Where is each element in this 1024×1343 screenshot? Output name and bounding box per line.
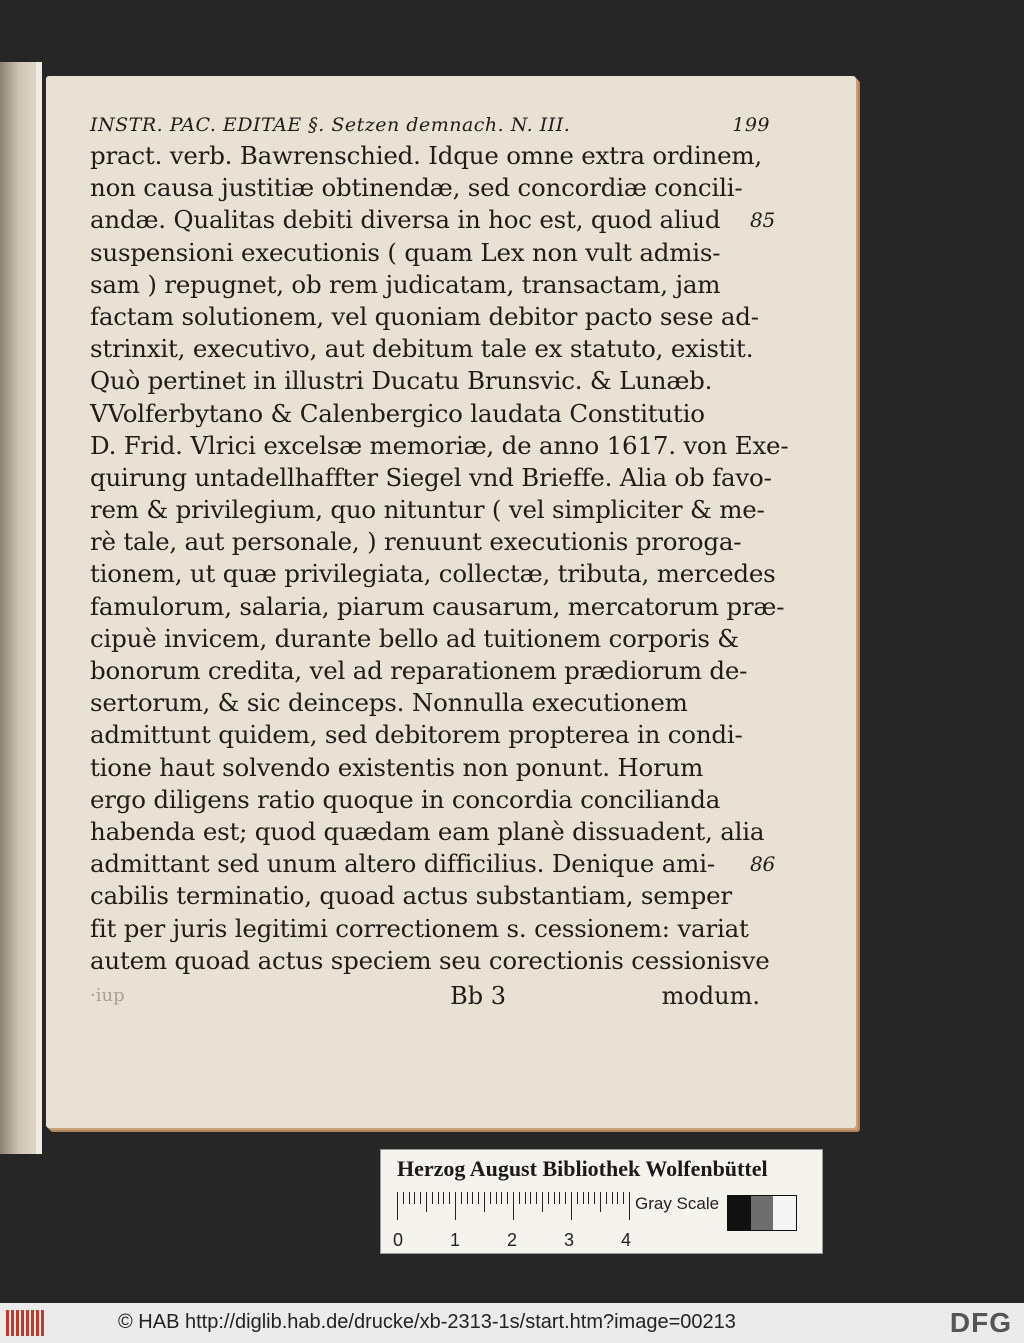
signature-mark: Bb 3 xyxy=(450,981,507,1010)
ruler-tick xyxy=(414,1192,415,1204)
text-line xyxy=(90,365,770,397)
running-header xyxy=(90,114,770,136)
bleed-through-text: ·iup xyxy=(90,984,125,1006)
text-line-content: sertorum, & sic deinceps. Nonnulla executionem xyxy=(90,688,688,718)
text-line xyxy=(90,204,776,236)
ruler-tick xyxy=(629,1192,630,1220)
ruler-tick xyxy=(420,1192,421,1204)
gray-swatch xyxy=(728,1196,751,1230)
ruler-tick xyxy=(548,1192,549,1204)
ruler-tick xyxy=(449,1192,450,1204)
text-line xyxy=(90,398,770,430)
ruler-tick xyxy=(559,1192,560,1204)
ruler-tick xyxy=(571,1192,572,1220)
text-line-content: cipuè invicem, durante bello ad tuitionem corporis & xyxy=(90,623,739,653)
ruler-tick xyxy=(577,1192,578,1204)
text-line-content: rè tale, aut personale, ) renuunt executionis proroga- xyxy=(90,527,742,557)
ruler-tick xyxy=(490,1192,491,1204)
text-line-content: autem quoad actus speciem seu corectionis cessionisve xyxy=(90,945,770,975)
text-line xyxy=(90,237,770,269)
text-line-content: non causa justitiæ obtinendæ, sed concordiæ concili- xyxy=(90,173,743,203)
marginal-number: 85 xyxy=(750,208,776,233)
text-line xyxy=(90,333,770,365)
text-line xyxy=(90,945,770,977)
text-line-content: ergo diligens ratio quoque in concordia concilianda xyxy=(90,784,721,814)
text-line-content: VVolferbytano & Calenbergico laudata Constitutio xyxy=(90,398,705,428)
adjacent-page-edge xyxy=(0,62,42,1154)
measurement-ruler xyxy=(397,1192,633,1220)
text-line xyxy=(90,140,770,172)
text-line-content: sam ) repugnet, ob rem judicatam, transactam, jam xyxy=(90,269,721,299)
text-line xyxy=(90,494,770,526)
text-line-content: suspensioni executionis ( quam Lex non vult admis- xyxy=(90,237,721,267)
text-line xyxy=(90,784,770,816)
source-url: © HAB http://diglib.hab.de/drucke/xb-2313-1s/start.htm?image=00213 xyxy=(118,1311,736,1333)
catchword: modum. xyxy=(661,981,760,1010)
text-line-content: factam solutionem, vel quoniam debitor pacto sese ad- xyxy=(90,301,759,331)
text-block xyxy=(90,140,789,977)
ruler-tick xyxy=(501,1192,502,1204)
ruler-tick xyxy=(583,1192,584,1204)
text-line xyxy=(90,687,770,719)
text-line-content: bonorum credita, vel ad reparationem prædiorum de- xyxy=(90,656,748,685)
marginal-number: 86 xyxy=(750,852,776,877)
text-line-content: admittunt quidem, sed debitorem propterea in condi- xyxy=(90,720,743,750)
gray-swatch xyxy=(773,1196,796,1230)
ruler-tick xyxy=(478,1192,479,1204)
text-line-content: famulorum, salaria, piarum causarum, mercatorum præ- xyxy=(90,591,785,621)
ruler-tick xyxy=(536,1192,537,1204)
ruler-tick xyxy=(594,1192,595,1204)
gray-scale-swatches xyxy=(727,1195,797,1231)
gray-swatch xyxy=(751,1196,774,1230)
text-line-content: strinxit, executivo, aut debitum tale ex statuto, existit. xyxy=(90,334,754,364)
ruler-tick xyxy=(443,1192,444,1204)
ruler-tick xyxy=(507,1192,508,1204)
ruler-tick xyxy=(542,1192,543,1212)
text-line-content: admittant sed unum altero difficilius. Denique ami- xyxy=(90,849,715,879)
gray-scale-label: Gray Scale xyxy=(635,1194,720,1213)
hab-logo-icon xyxy=(6,1310,44,1336)
text-line xyxy=(90,591,785,623)
text-line xyxy=(90,752,770,784)
book-page xyxy=(46,76,856,1128)
ruler-tick xyxy=(600,1192,601,1212)
text-line xyxy=(90,880,770,912)
ruler-tick xyxy=(438,1192,439,1204)
text-line-content: quirung untadellhaffter Siegel vnd Brieffe. Alia ob favo- xyxy=(90,462,772,492)
text-line-content: D. Frid. Vlrici excelsæ memoriæ, de anno 1617. von Exe- xyxy=(90,430,789,460)
text-line-content: fit per juris legitimi correctionem s. cessionem: variat xyxy=(90,913,749,943)
ruler-tick xyxy=(530,1192,531,1204)
color-calibration-card xyxy=(381,1150,822,1253)
text-line xyxy=(90,526,770,558)
text-line xyxy=(90,913,770,945)
text-line xyxy=(90,848,776,880)
ruler-tick xyxy=(496,1192,497,1204)
ruler-tick xyxy=(484,1192,485,1212)
ruler-tick xyxy=(606,1192,607,1204)
ruler-tick xyxy=(617,1192,618,1204)
text-line-content: pract. verb. Bawrenschied. Idque omne extra ordinem, xyxy=(90,141,762,170)
text-line-content: habenda est; quod quædam eam planè dissuadent, alia xyxy=(90,816,765,846)
text-line xyxy=(90,301,770,333)
ruler-tick xyxy=(588,1192,589,1204)
ruler-tick xyxy=(513,1192,514,1220)
text-line xyxy=(90,816,770,848)
ruler-tick xyxy=(403,1192,404,1204)
text-line xyxy=(90,719,770,751)
ruler-tick xyxy=(426,1192,427,1212)
page-number: 199 xyxy=(732,114,770,136)
text-line xyxy=(90,623,770,655)
ruler-tick xyxy=(461,1192,462,1204)
text-line-content: cabilis terminatio, quoad actus substantiam, semper xyxy=(90,881,732,911)
ruler-tick xyxy=(525,1192,526,1204)
running-header-title: INSTR. PAC. EDITAE §. Setzen demnach. N. III. xyxy=(90,114,571,136)
ruler-label: 2 xyxy=(507,1230,518,1250)
ruler-tick xyxy=(467,1192,468,1204)
ruler-tick xyxy=(623,1192,624,1204)
ruler-tick xyxy=(397,1192,398,1220)
ruler-tick xyxy=(455,1192,456,1220)
viewer-footer xyxy=(0,1303,1024,1343)
page-text xyxy=(90,114,789,1011)
text-line xyxy=(90,172,770,204)
ruler-label: 0 xyxy=(393,1230,404,1250)
text-line xyxy=(90,655,770,687)
text-line xyxy=(90,462,770,494)
text-line xyxy=(90,558,776,590)
text-line xyxy=(90,269,770,301)
text-line-content: rem & privilegium, quo nituntur ( vel simpliciter & me- xyxy=(90,495,765,525)
ruler-label: 1 xyxy=(450,1230,461,1250)
text-line xyxy=(90,430,789,462)
ruler-tick xyxy=(565,1192,566,1204)
text-line-content: tionem, ut quæ privilegiata, collectæ, tributa, mercedes xyxy=(90,559,776,589)
library-name: Herzog August Bibliothek Wolfenbüttel xyxy=(397,1156,768,1181)
ruler-tick xyxy=(612,1192,613,1204)
ruler-tick xyxy=(432,1192,433,1204)
text-line-content: andæ. Qualitas debiti diversa in hoc est, quod aliud xyxy=(90,205,721,235)
dfg-logo: DFG xyxy=(949,1307,1012,1338)
ruler-tick xyxy=(554,1192,555,1204)
ruler-tick xyxy=(409,1192,410,1204)
page-footer-line xyxy=(90,981,770,1011)
ruler-tick xyxy=(519,1192,520,1204)
ruler-tick xyxy=(472,1192,473,1204)
text-line-content: tione haut solvendo existentis non ponunt. Horum xyxy=(90,752,704,782)
ruler-label: 3 xyxy=(564,1230,575,1250)
text-line-content: Quò pertinet in illustri Ducatu Brunsvic. & Lunæb. xyxy=(90,366,713,396)
ruler-label: 4 xyxy=(621,1230,632,1250)
